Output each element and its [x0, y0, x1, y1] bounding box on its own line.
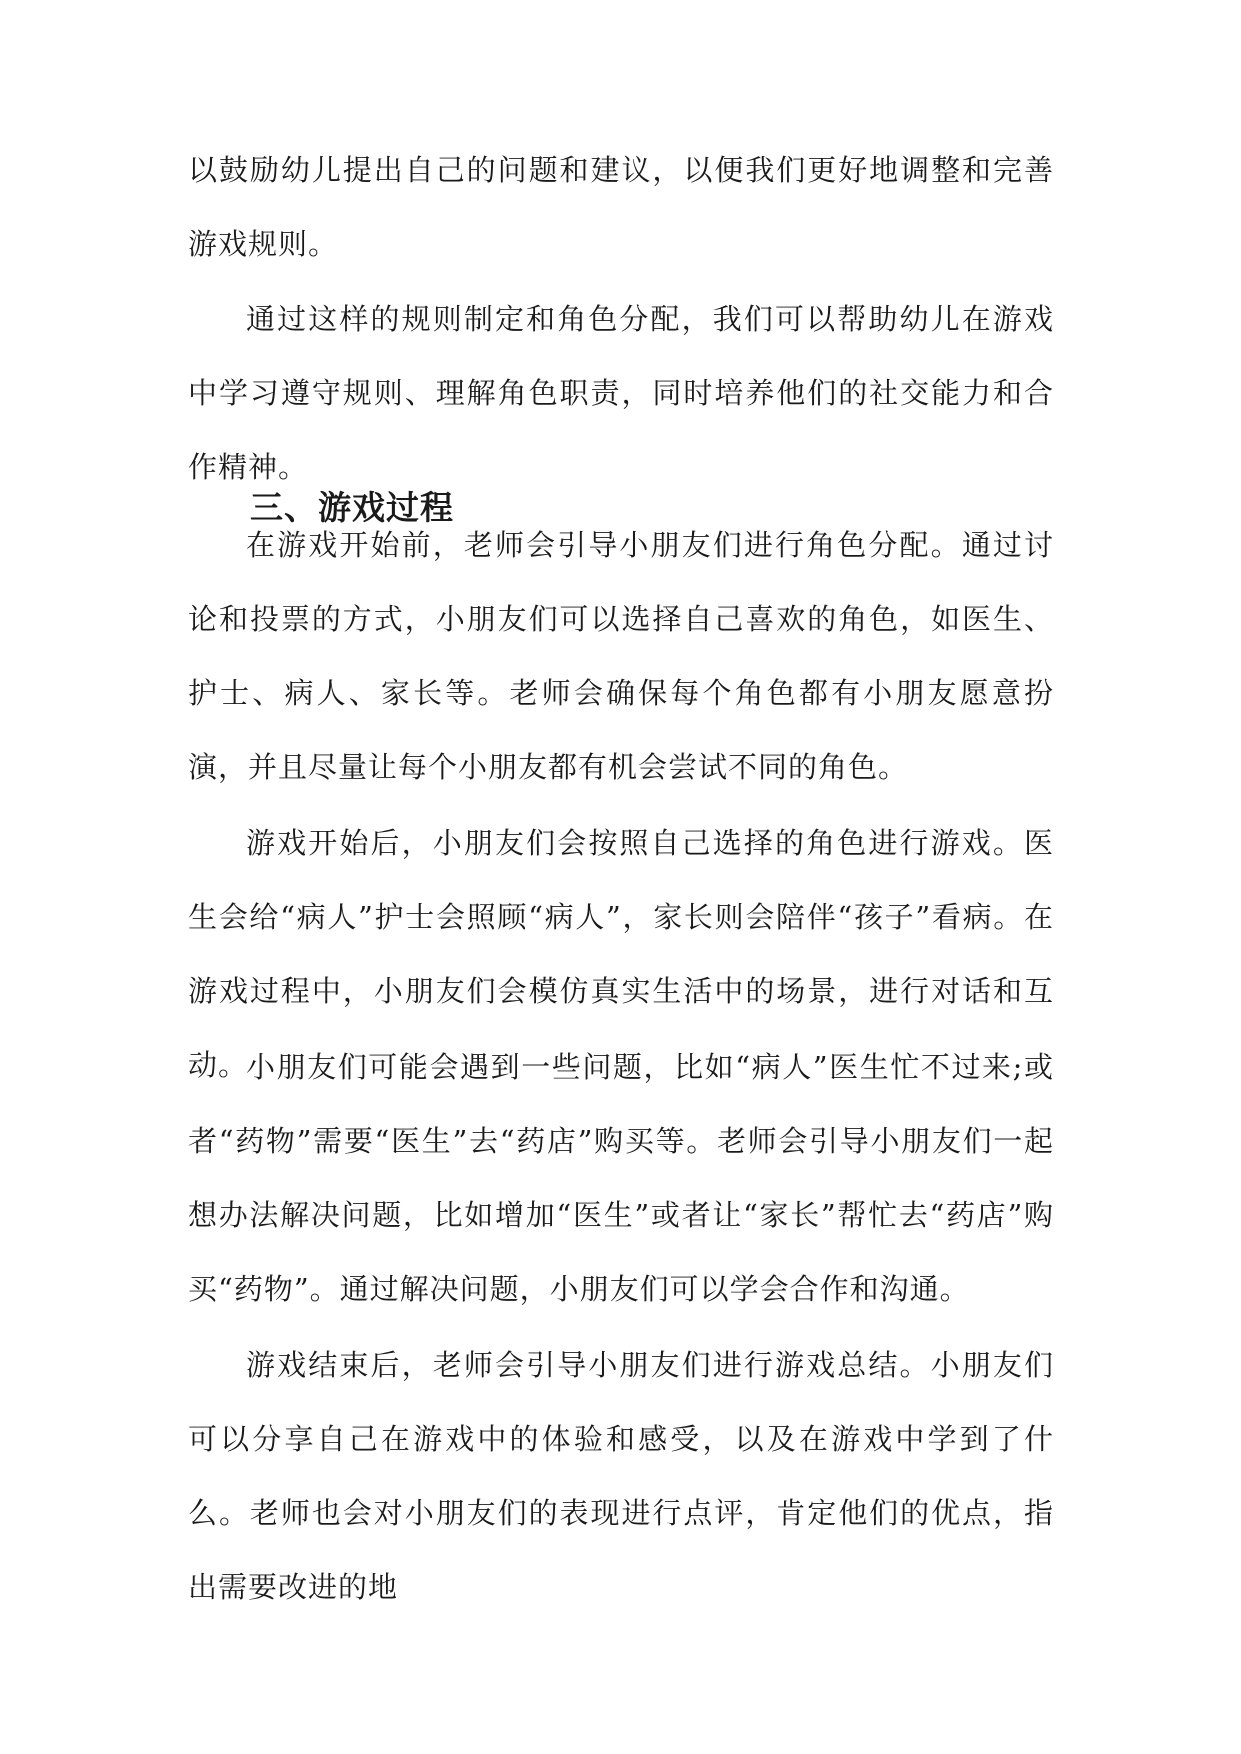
section-heading: 三、游戏过程	[250, 488, 454, 527]
paragraph-role-assignment: 在游戏开始前，老师会引导小朋友们进行角色分配。通过讨论和投票的方式，小朋友们可以选择自己喜欢的角色，如医生、护士、病人、家长等。老师会确保每个角色都有小朋友愿意扮演，并且尽量让每个小朋友都有机会尝试不同的角色。	[188, 528, 1054, 784]
paragraph-game-summary: 游戏结束后，老师会引导小朋友们进行游戏总结。小朋友们可以分享自己在游戏中的体验和感受，以及在游戏中学到了什么。老师也会对小朋友们的表现进行点评，肯定他们的优点，指出需要改进的地	[188, 1348, 1054, 1604]
paragraph-rules-summary: 通过这样的规则制定和角色分配，我们可以帮助幼儿在游戏中学习遵守规则、理解角色职责，同时培养他们的社交能力和合作精神。	[188, 302, 1054, 484]
paragraph-continued: 以鼓励幼儿提出自己的问题和建议，以便我们更好地调整和完善游戏规则。	[188, 153, 1054, 261]
paragraph-problem-solving: 小朋友们可能会遇到一些问题，比如“病人”医生忙不过来;或者“药物”需要“医生”去“药店”购买等。老师会引导小朋友们一起想办法解决问题，比如增加“医生”或者让“家长”帮忙去“药店”购买“药物”。通过解决问题，小朋友们可以学会合作和沟通。	[188, 1050, 1054, 1306]
paragraph-game-start: 游戏开始后，小朋友们会按照自己选择的角色进行游戏。医生会给“病人”护士会照顾“病人”，家长则会陪伴“孩子”看病。在游戏过程中，小朋友们会模仿真实生活中的场景，进行对话和互动。	[188, 826, 1054, 1082]
